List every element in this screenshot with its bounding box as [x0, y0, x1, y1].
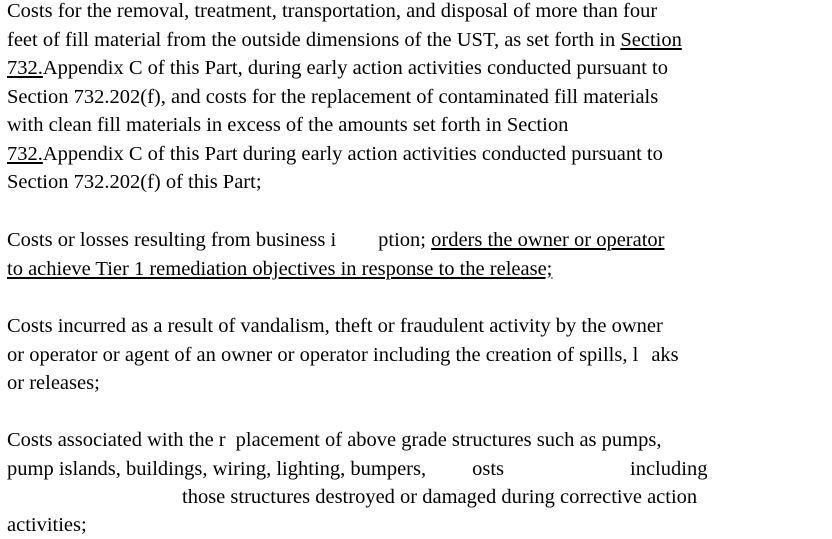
text-run: or releases; [7, 372, 100, 394]
underlined-text: 732. [7, 143, 43, 165]
text-run: Costs or losses resulting from business i [7, 229, 337, 251]
text-run: Appendix C of this Part during early action activities conducted pursuant to [42, 143, 663, 165]
underlined-text: orders the owner or operator [431, 229, 665, 251]
text-run: feet of fill material from the outside dimensions of the UST, as set forth in [7, 29, 621, 51]
text-line [7, 26, 682, 54]
text-line [7, 0, 657, 25]
text-line [7, 140, 663, 168]
text-line [7, 54, 668, 82]
text-line [7, 111, 568, 139]
text-line [7, 168, 262, 196]
text-line [7, 312, 663, 340]
text-line [7, 83, 658, 111]
text-line [7, 341, 679, 369]
text-line [7, 226, 665, 254]
text-line [7, 369, 100, 397]
text-run: including [630, 458, 708, 480]
text-run: Section 732.202(f), and costs for the replacement of contaminated fill materials [7, 86, 659, 108]
text-run: Costs for the removal, treatment, transportation, and disposal of more than four [7, 0, 658, 22]
text-run: or operator or agent of an owner or operator including the creation of spills, l [7, 344, 639, 366]
text-run: aks [651, 344, 679, 366]
text-run: Section 732.202(f) of this Part; [7, 171, 262, 193]
text-run: Costs incurred as a result of vandalism, theft or fraudulent activity by the owner [7, 315, 663, 337]
text-line [7, 255, 552, 283]
text-line [7, 455, 707, 483]
text-run: with clean fill materials in excess of the amounts set forth in Section [7, 114, 569, 136]
underlined-text: 732. [7, 57, 43, 79]
text-run: osts [472, 458, 505, 480]
underlined-text: Section [620, 29, 682, 51]
text-run: activities; [7, 514, 87, 536]
text-line [7, 511, 87, 539]
text-line [7, 426, 661, 454]
text-run: those structures destroyed or damaged during corrective action [182, 486, 698, 508]
text-run: Appendix C of this Part, during early action activities conducted pursuant to [42, 57, 668, 79]
text-run: pump islands, buildings, wiring, lighting, bumpers, [7, 458, 427, 480]
text-run: ption; [378, 229, 432, 251]
underlined-text: to achieve Tier 1 remediation objectives in response to the release; [7, 258, 553, 280]
text-run: Costs associated with the r [7, 429, 226, 451]
text-run: placement of above grade structures such as pumps, [235, 429, 662, 451]
text-line [182, 483, 697, 511]
